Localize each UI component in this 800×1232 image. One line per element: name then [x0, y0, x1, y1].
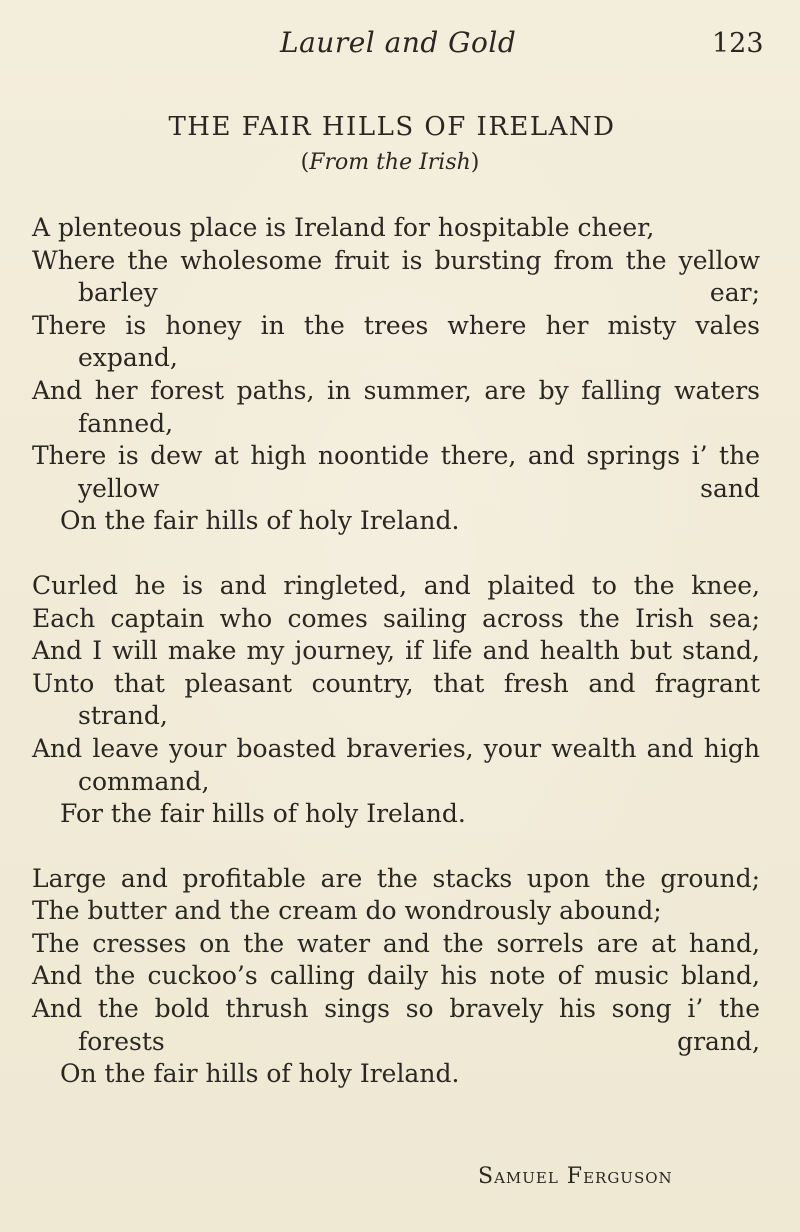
page-number: 123 [712, 28, 764, 59]
poem-refrain-line: On the fair hills of holy Ireland. [60, 1059, 460, 1089]
poem-line: And the cuckoo’s calling daily his note of music bland, [32, 961, 760, 991]
poem-line: The cresses on the water and the sorrels are at hand, [32, 928, 760, 958]
poem-title: THE FAIR HILLS OF IRELAND [168, 112, 616, 142]
subtitle-close-paren: ) [470, 150, 480, 175]
poem-subtitle [0, 150, 780, 175]
poem-author: Samuel Ferguson [478, 1164, 673, 1189]
poem-line: And I will make my journey, if life and health but stand, [32, 636, 760, 666]
poem-line: There is honey in the trees where her misty vales expand, [32, 310, 760, 373]
poem-line: And leave your boasted braveries, your wealth and high command, [32, 733, 760, 796]
poem-line: Where the wholesome fruit is bursting from the yellow barley ear; [32, 245, 760, 308]
stanza-3 [32, 863, 760, 1091]
poem-line: The butter and the cream do wondrously abound; [32, 896, 662, 926]
stanza-1 [32, 212, 760, 538]
poem-line: And the bold thrush sings so bravely his song i’ the forests grand, [32, 994, 760, 1056]
subtitle-text: From the Irish [309, 150, 471, 175]
poem-line: Large and profitable are the stacks upon the ground; [32, 863, 760, 893]
poem-body [32, 212, 760, 1123]
poem-line: Curled he is and ringleted, and plaited to the knee, [32, 570, 760, 600]
poem-line: A plenteous place is Ireland for hospitable cheer, [32, 213, 655, 242]
poem-line: And her forest paths, in summer, are by falling waters fanned, [32, 375, 760, 438]
subtitle-open-paren: ( [300, 150, 310, 175]
stanza-2 [32, 570, 760, 831]
poem-refrain-line: For the fair hills of holy Ireland. [60, 799, 466, 829]
poem-line: There is dew at high noontide there, and springs i’ the yellow sand [32, 441, 760, 503]
poem-line: Each captain who comes sailing across the Irish sea; [32, 603, 760, 633]
running-title: Laurel and Gold [280, 26, 517, 59]
running-head [0, 22, 800, 62]
poem-refrain-line: On the fair hills of holy Ireland. [60, 506, 460, 536]
poem-line: Unto that pleasant country, that fresh and fragrant strand, [32, 668, 760, 731]
